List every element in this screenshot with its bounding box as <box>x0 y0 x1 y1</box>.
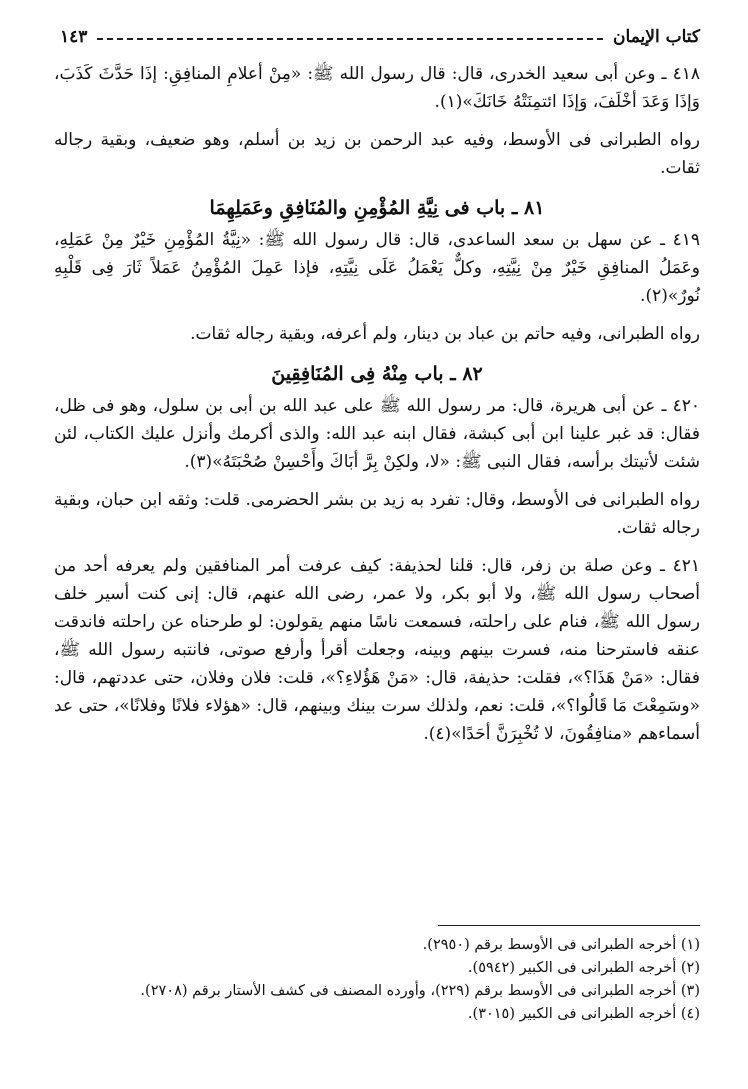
hadith-419: ٤١٩ ـ عن سهل بن سعد الساعدى، قال: قال رسول الله ﷺ: «نِيَّةُ المُؤْمِنِ خَيْرٌ مِنْ عَمَلِهِ، وعَمَلُ المنافِقِ خَيْرٌ مِنْ نِيَّتِهِ، وكلٌّ يَعْمَلُ عَلَى نِيَّتِهِ، فإذا عَمِلَ المُؤْمِنُ عَمَلاً ثَارَ فِى قَلْبِهِ نُورٌ»(٢). <box>54 230 700 306</box>
running-title: كتاب الإيمان <box>613 27 700 47</box>
footnote-2: (٢) أخرجه الطبرانى فى الكبير (٥٩٤٢). <box>467 960 700 976</box>
footnote-separator <box>438 925 700 926</box>
main-text <box>54 60 700 748</box>
footnote-4: (٤) أخرجه الطبرانى فى الكبير (٣٠١٥). <box>467 1006 700 1022</box>
hadith-418: ٤١٨ ـ وعن أبى سعيد الخدرى، قال: قال رسول الله ﷺ: «مِنْ أعلامِ المنافِقِ: إذَا حَدَّثَ كَذَبَ، وَإذَا وَعَدَ أخْلَفَ، وَإذَا ائتمِنَتْهُ خَانَكَ»(١). <box>54 64 700 112</box>
footnotes <box>54 934 700 1026</box>
commentary-420: رواه الطبرانى فى الأوسط، وقال: تفرد به زيد بن بشر الحضرمى. قلت: وثقه ابن حبان، وبقية رجاله ثقات. <box>54 490 700 538</box>
chapter-heading-82: ٨٢ ـ باب مِنْهُ فِى المُنَافِقِينَ <box>271 363 483 385</box>
hadith-421: ٤٢١ ـ وعن صلة بن زفر، قال: قلنا لحذيفة: كيف عرفت أمر المنافقين ولم يعرفه أحد من أصحاب رسول الله ﷺ، ولا أبو بكر، ولا عمر، رضى الله عنهم، قال: إنى كنت أسير خلف رسول الله ﷺ، فنام على راحلته، فسمعت ناسًا منهم يقولون: لو طرحناه عن راحلته فاندقت عنقه فاسترحنا منه، فسرت بينهم وبينه، وجعلت أقرأ وأرفع صوتى، فانتبه رسول الله ﷺ، فقال: «مَنْ هَذَا؟»، فقلت: حذيفة، قال: «مَنْ هَؤُلاءِ؟»، قلت: فلان وفلان، حتى عددتهم، قال: «وسَمِعْتَ مَا قَالُوا؟»، قلت: نعم، ولذلك سرت بينك وبينهم، قال: «هؤلاء فلانًا وفلانًا»، حتى عد أسماءهم «منافِقُونَ، لا تُخْبِرَنَّ أحَدًا»(٤). <box>54 556 700 744</box>
page-number: ١٤٣ <box>60 27 88 47</box>
footnote-1: (١) أخرجه الطبرانى فى الأوسط برقم (٢٩٥٠). <box>422 937 700 953</box>
commentary-419: رواه الطبرانى، وفيه حاتم بن عباد بن دينار، ولم أعرفه، وبقية رجاله ثقات. <box>190 324 700 344</box>
footnote-3: (٣) أخرجه الطبرانى فى الأوسط برقم (٢٢٩)، وأورده المصنف فى كشف الأستار برقم (٢٧٠٨). <box>140 983 700 999</box>
chapter-heading-81: ٨١ ـ باب فى نِيَّةِ المُؤْمِنِ والمُنَافِقِ وعَمَلِهِمَا <box>209 197 545 219</box>
header-rule <box>97 38 603 40</box>
commentary-418: رواه الطبرانى فى الأوسط، وفيه عبد الرحمن بن زيد بن أسلم، وهو ضعيف، وبقية رجاله ثقات. <box>54 130 700 178</box>
hadith-420: ٤٢٠ ـ عن أبى هريرة، قال: مر رسول الله ﷺ على عبد الله بن أبى بن سلول، وهو فى ظل، فقال: قد غبر علينا ابن أبى كبشة، فقال ابنه عبد الله: والذى أكرمك وأنزل عليك الكتاب، لئن شئت لأتيتك برأسه، فقال النبى ﷺ: «لا، ولكِنْ بِرَّ أبَاكَ وأَحْسِنْ صُحْبَتَهُ»(٣). <box>54 396 700 472</box>
page-header <box>60 22 700 52</box>
